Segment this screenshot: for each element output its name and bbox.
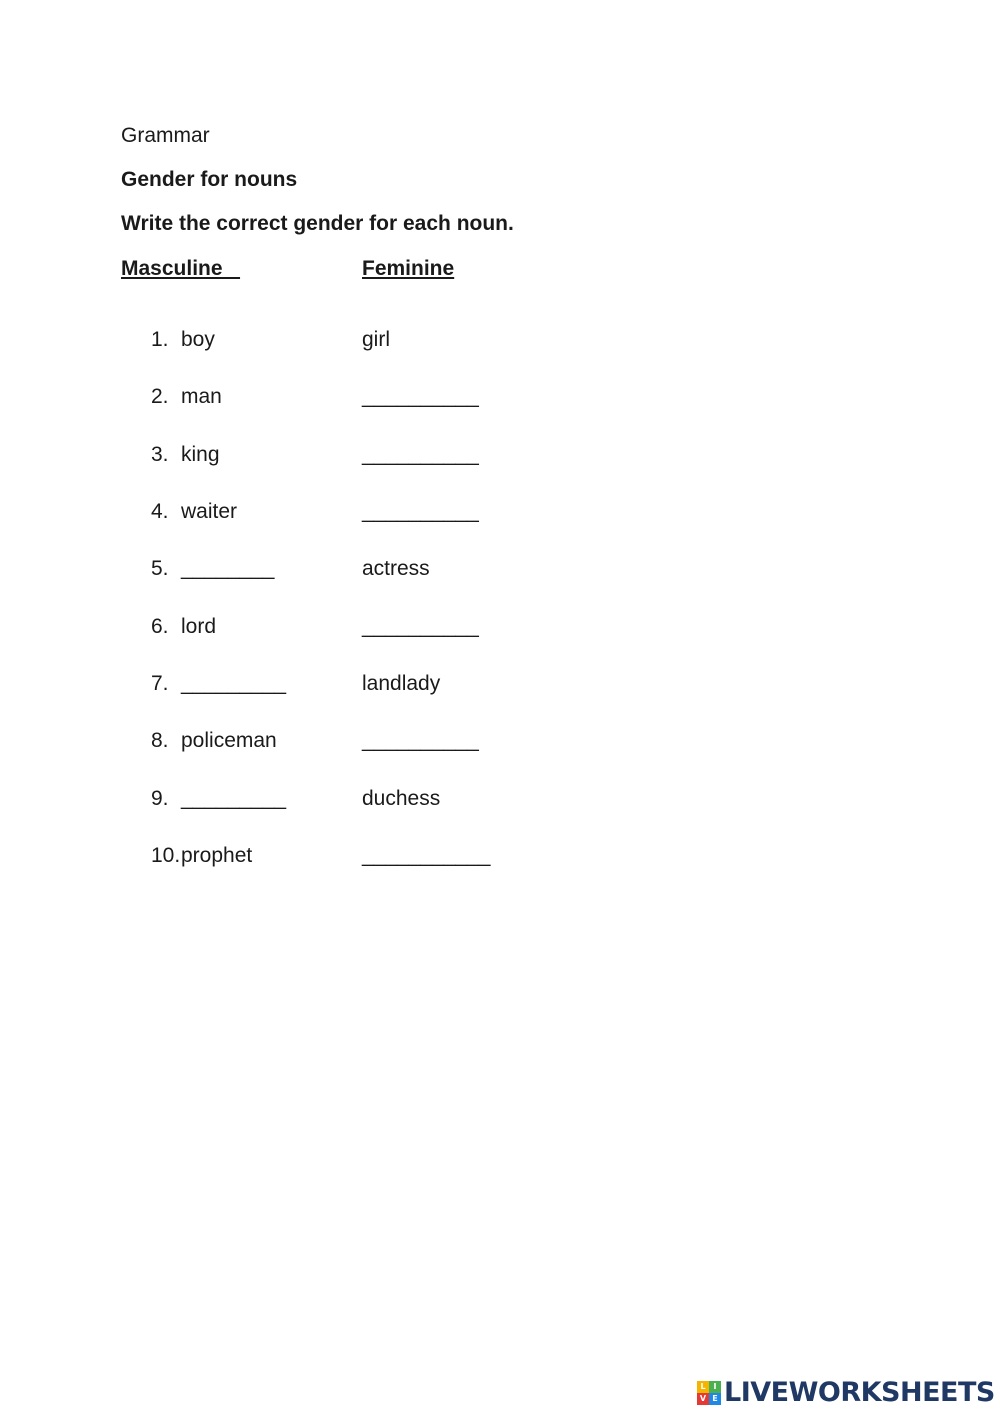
masculine-word: man [181, 385, 222, 408]
list-item [0, 671, 1000, 701]
masculine-column-header: Masculine [121, 257, 241, 280]
liveworksheets-logo [697, 1378, 995, 1408]
feminine-answer-blank[interactable]: __________ [362, 729, 479, 752]
masculine-word: boy [181, 328, 215, 351]
feminine-answer-blank[interactable]: __________ [362, 500, 479, 523]
item-number: 8. [151, 729, 169, 752]
list-item [0, 614, 1000, 644]
logo-letter: V [697, 1393, 709, 1405]
feminine-answer-blank[interactable]: ___________ [362, 844, 491, 867]
list-item [0, 843, 1000, 873]
list-item [0, 728, 1000, 758]
feminine-word: duchess [362, 787, 441, 810]
item-number: 2. [151, 385, 169, 408]
subject-heading: Grammar [121, 124, 210, 147]
list-item [0, 327, 1000, 357]
item-number: 9. [151, 787, 169, 810]
feminine-column-header: Feminine [362, 257, 455, 280]
feminine-answer-blank[interactable]: __________ [362, 443, 479, 466]
logo-letter: L [697, 1381, 709, 1393]
feminine-answer-blank[interactable]: __________ [362, 615, 479, 638]
masculine-word: prophet [181, 844, 253, 867]
list-item [0, 384, 1000, 414]
masculine-answer-blank[interactable]: _________ [181, 672, 287, 695]
masculine-word: king [181, 443, 220, 466]
topic-heading: Gender for nouns [121, 168, 298, 191]
list-item [0, 499, 1000, 529]
masculine-answer-blank[interactable]: _________ [181, 787, 287, 810]
item-number: 1. [151, 328, 169, 351]
masculine-word: lord [181, 615, 217, 638]
logo-letter: I [709, 1381, 721, 1393]
feminine-word: landlady [362, 672, 441, 695]
item-number: 10. [151, 844, 181, 867]
instruction-text: Write the correct gender for each noun. [121, 212, 514, 235]
logo-letter: E [709, 1393, 721, 1405]
list-item [0, 786, 1000, 816]
masculine-word: policeman [181, 729, 277, 752]
feminine-word: actress [362, 557, 430, 580]
feminine-answer-blank[interactable]: __________ [362, 385, 479, 408]
masculine-answer-blank[interactable]: ________ [181, 557, 275, 580]
item-number: 5. [151, 557, 169, 580]
item-number: 4. [151, 500, 169, 523]
list-item [0, 442, 1000, 472]
feminine-word: girl [362, 328, 391, 351]
item-number: 3. [151, 443, 169, 466]
masculine-word: waiter [181, 500, 238, 523]
item-number: 6. [151, 615, 169, 638]
list-item [0, 556, 1000, 586]
item-number: 7. [151, 672, 169, 695]
liveworksheets-mark-icon [697, 1381, 721, 1405]
logo-text: LIVEWORKSHEETS [724, 1377, 995, 1408]
